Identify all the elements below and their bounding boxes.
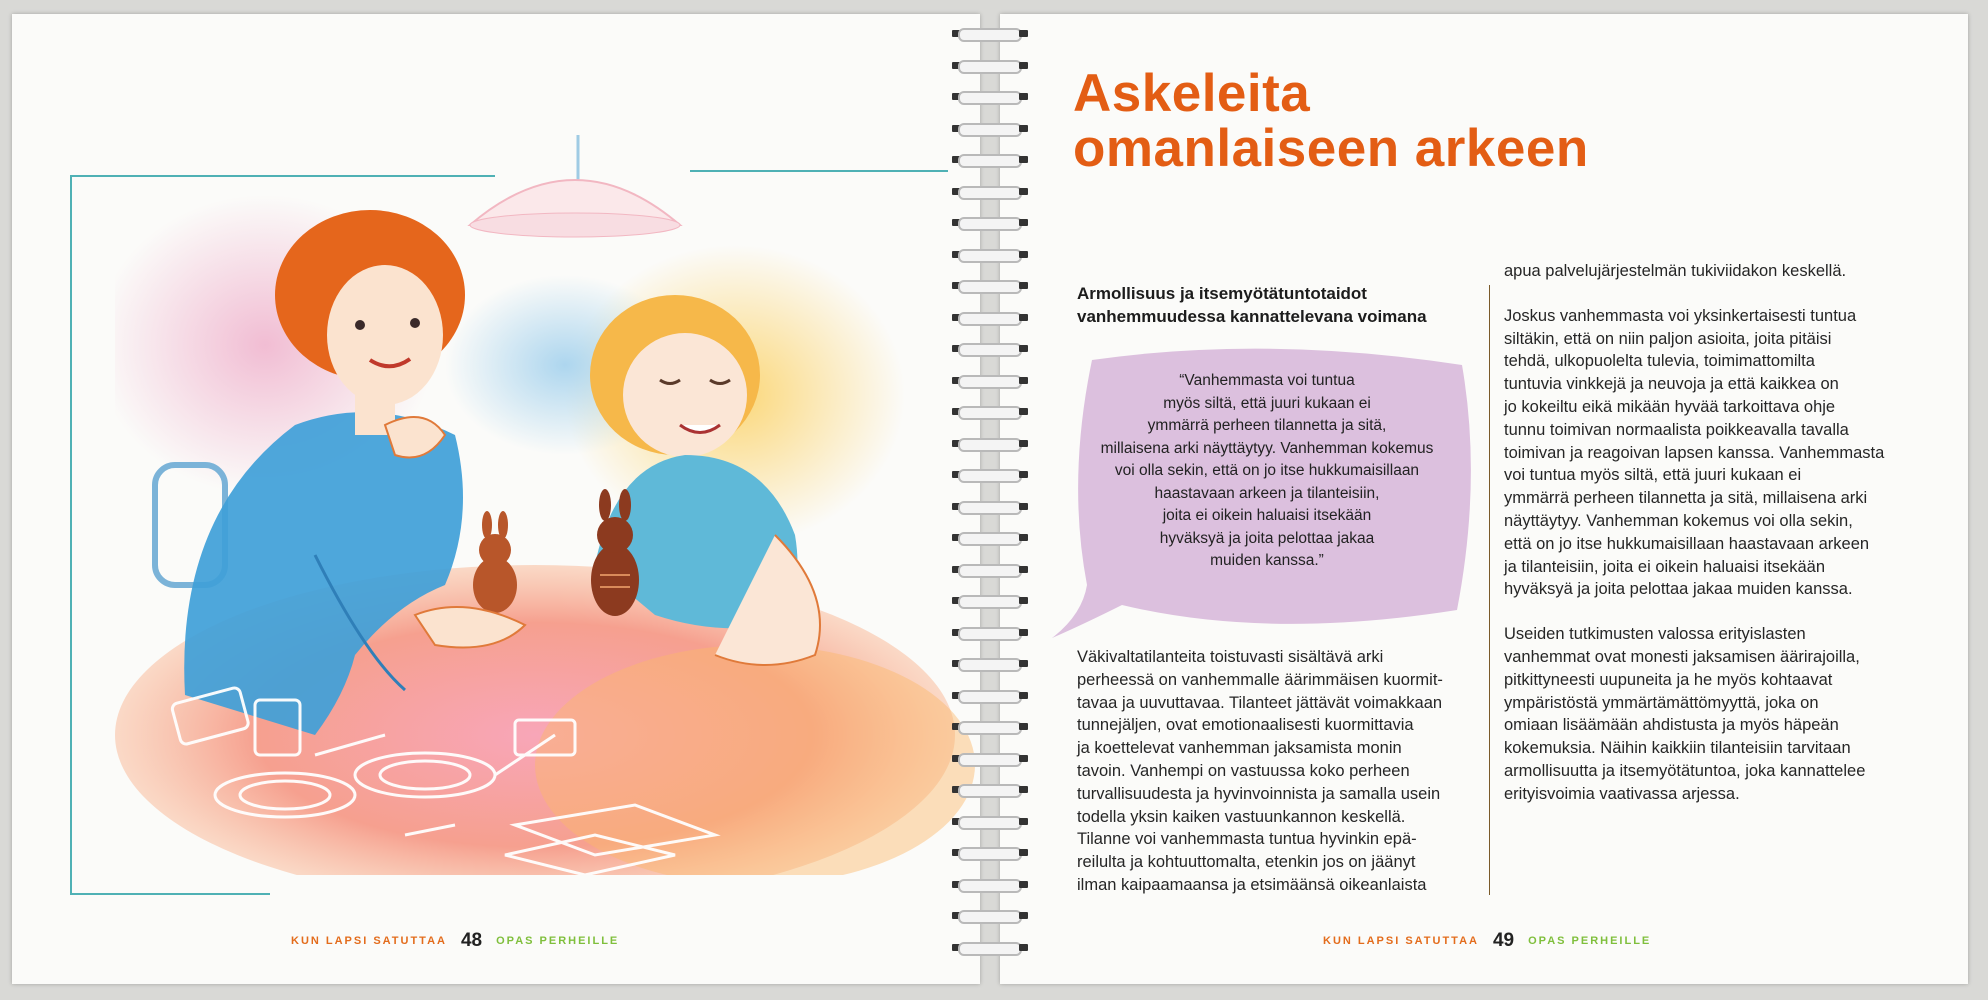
body-line: tavaa ja uuvuttavaa. Tilanteet jättävät voimakkaan: [1077, 693, 1443, 712]
binding-ring: [950, 151, 1030, 167]
body-line: ympäristöstä ymmärtämättömyyttä, joka on: [1504, 693, 1819, 712]
binding-ring: [950, 435, 1030, 451]
binding-ring: [950, 120, 1030, 136]
body-line: reilulta ja kohtuuttomalta, etenkin jos on jäänyt: [1077, 853, 1416, 872]
body-line: kokemuksia. Näihin kaikkiin tilanteisiin tarvitaan: [1504, 739, 1851, 758]
binding-ring: [950, 340, 1030, 356]
binding-ring: [950, 246, 1030, 262]
body-line: Joskus vanhemmasta voi yksinkertaisesti tuntua: [1504, 306, 1857, 325]
body-line: näyttäytyy. Vanhemman kokemus voi olla sekin,: [1504, 511, 1853, 530]
body-paragraph: [1504, 623, 1914, 805]
subtitle-line-1: Armollisuus ja itsemyötätuntotaidot: [1077, 284, 1367, 303]
body-line: omiaan lisäämään ahdistusta ja myös häpeän: [1504, 716, 1839, 735]
body-line: tavoin. Vanhempi on vastuussa koko perheen: [1077, 761, 1410, 780]
quote-line: joita ei oikein haluaisi itsekään: [1162, 507, 1372, 524]
frame-line-left: [70, 175, 72, 895]
quote-line: “Vanhemmasta voi tuntua: [1179, 372, 1355, 389]
body-paragraph: apua palvelujärjestelmän tukiviidakon keskellä.: [1504, 262, 1847, 280]
quote-line: hyväksyä ja joita pelottaa jakaa: [1159, 529, 1375, 547]
binding-ring: [950, 718, 1030, 734]
body-line: erityisvoimia vaativassa arjessa.: [1504, 784, 1740, 803]
binding-ring: [950, 57, 1030, 73]
body-line: että on jo itse hukkumaisillaan haastavaan arkeen: [1504, 534, 1870, 553]
binding-ring: [950, 466, 1030, 482]
binding-ring: [950, 309, 1030, 325]
quote-line: haastavaan arkeen ja tilanteisiin,: [1154, 484, 1380, 502]
binding-ring: [950, 813, 1030, 829]
body-line: tunnejäljen, ovat emotionaalisesti kuormittavia: [1077, 716, 1414, 735]
body-line: Useiden tutkimusten valossa erityislasten: [1504, 625, 1806, 644]
body-line: tuntuvia vinkkejä ja neuvoja ja että kaikkea on: [1504, 375, 1839, 394]
body-line: hyväksyä ja joita pelottaa jakaa muiden kanssa.: [1504, 580, 1853, 599]
frame-line-bottom: [70, 893, 270, 895]
body-line: perheessä on vanhemmalle äärimmäisen kuormit-: [1077, 670, 1443, 689]
binding-ring: [950, 529, 1030, 545]
body-line: turvallisuudesta ja hyvinvoinnista ja samalla usein: [1077, 784, 1441, 803]
title-line-1: Askeleita: [1073, 64, 1311, 123]
binding-ring: [950, 655, 1030, 671]
footer-book-title: KUN LAPSI SATUTTAA: [291, 935, 447, 947]
binding-ring: [950, 88, 1030, 104]
quote-line: muiden kanssa.”: [1210, 552, 1324, 569]
binding-ring: [950, 781, 1030, 797]
binding-ring: [950, 498, 1030, 514]
body-line: Väkivaltatilanteita toistuvasti sisältävä arki: [1077, 648, 1384, 666]
body-column-2: [1504, 260, 1914, 828]
column-divider: [1489, 285, 1490, 895]
binding-ring: [950, 403, 1030, 419]
binding-ring: [950, 214, 1030, 230]
quote-line: voi olla sekin, että on jo itse hukkumaisillaan: [1114, 462, 1420, 479]
body-line: ja tilanteisiin, joita ei oikein haluaisi itsekään: [1504, 557, 1826, 576]
page-number-left: 48: [460, 930, 483, 951]
body-line: voi tuntua myös siltä, että juuri kukaan ei: [1504, 466, 1802, 485]
binding-ring: [950, 939, 1030, 955]
title-line-2: omanlaiseen arkeen: [1073, 119, 1589, 178]
binding-ring: [950, 750, 1030, 766]
binding-ring: [950, 372, 1030, 388]
binding-ring: [950, 844, 1030, 860]
body-column-1: [1077, 646, 1457, 897]
spiral-binding: [950, 25, 1030, 970]
footer-left: [291, 928, 619, 950]
footer-book-title: KUN LAPSI SATUTTAA: [1323, 935, 1479, 947]
page-number-right: 49: [1492, 930, 1515, 951]
body-line: Tilanne voi vanhemmasta tuntua hyvinkin epä-: [1077, 830, 1417, 849]
binding-ring: [950, 183, 1030, 199]
binding-ring: [950, 592, 1030, 608]
body-line: jo kokeiltu eikä mikään hyvää tarkoittava ohje: [1504, 397, 1836, 416]
subtitle-line-2: vanhemmuudessa kannattelevana voimana: [1077, 307, 1427, 326]
quote-line: millaisena arki näyttäytyy. Vanhemman kokemus: [1100, 439, 1434, 457]
binding-ring: [950, 624, 1030, 640]
binding-ring: [950, 25, 1030, 41]
footer-book-subtitle: OPAS PERHEILLE: [496, 935, 620, 947]
binding-ring: [950, 561, 1030, 577]
section-subtitle: [1077, 282, 1477, 328]
body-line: ja koettelevat vanhemman jaksamista monin: [1077, 739, 1402, 758]
body-line: vanhemmat ovat monesti jaksamisen äärirajoilla,: [1504, 647, 1860, 666]
binding-ring: [950, 687, 1030, 703]
quote-line: myös siltä, että juuri kukaan ei: [1163, 394, 1371, 412]
footer-right: [1323, 928, 1651, 950]
body-line: todella yksin kaiken vastuunkannon keskellä.: [1077, 807, 1406, 826]
body-line: pitkittyneesti uupuneita ja he myös kohtaavat: [1504, 670, 1833, 689]
binding-ring: [950, 907, 1030, 923]
body-line: tunnu toimivan normaalista poikkeavalla tavalla: [1504, 420, 1849, 439]
body-line: ilman kaipaamaansa ja etsimäänsä oikeanlaista: [1077, 875, 1427, 894]
show-through-text: [82, 72, 482, 132]
body-line: toimivan ja reagoivan lapsen kanssa. Vanhemmasta: [1504, 443, 1885, 462]
bunny-left: [473, 511, 517, 613]
parent-and-child-illustration: [115, 135, 980, 875]
binding-ring: [950, 876, 1030, 892]
body-paragraph: [1504, 305, 1914, 601]
body-line: tehdä, ulkopuolelta tulevia, toimimattomilta: [1504, 352, 1815, 371]
body-line: siltäkin, että on niin paljon asioita, joita pitäisi: [1504, 329, 1832, 348]
quote-line: ymmärrä perheen tilannetta ja sitä,: [1147, 417, 1387, 434]
page-title: [1073, 66, 1589, 176]
body-line: ymmärrä perheen tilannetta ja sitä, millaisena arki: [1504, 489, 1868, 508]
pull-quote: [1092, 370, 1442, 573]
body-line: armollisuutta ja itsemyötätuntoa, joka kannattelee: [1504, 761, 1866, 780]
footer-book-subtitle: OPAS PERHEILLE: [1528, 935, 1652, 947]
binding-ring: [950, 277, 1030, 293]
